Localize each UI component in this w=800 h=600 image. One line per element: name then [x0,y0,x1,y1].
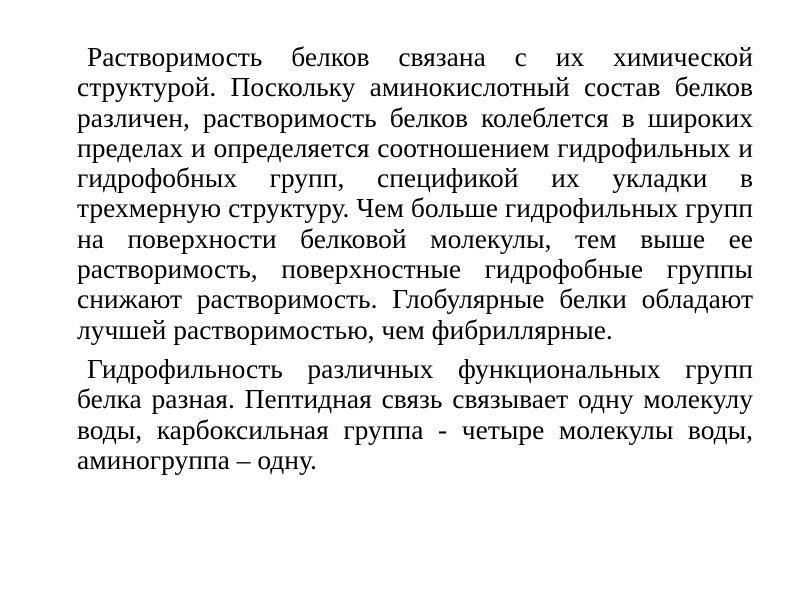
paragraph-hydrophilicity: Гидрофильность различных функциональных групп белка разная. Пептидная связь связывает одну молекулу воды, карбоксильная группа - четыре молекулы воды, аминогруппа – одну. [77,352,753,475]
paragraph-solubility: Растворимость белков связана с их химической структурой. Поскольку аминокислотный состав белков различен, растворимость белков колеблется в широких пределах и определяется соотношением гидрофильных и гидрофобных групп, спецификой их укладки в трехмерную структуру. Чем больше гидрофильных групп на поверхности белковой молекулы, тем выше ее растворимость, поверхностные гидрофобные группы снижают растворимость. Глобулярные белки обладают лучшей растворимостью, чем фибриллярные. [77,41,753,345]
text-block [77,42,753,475]
